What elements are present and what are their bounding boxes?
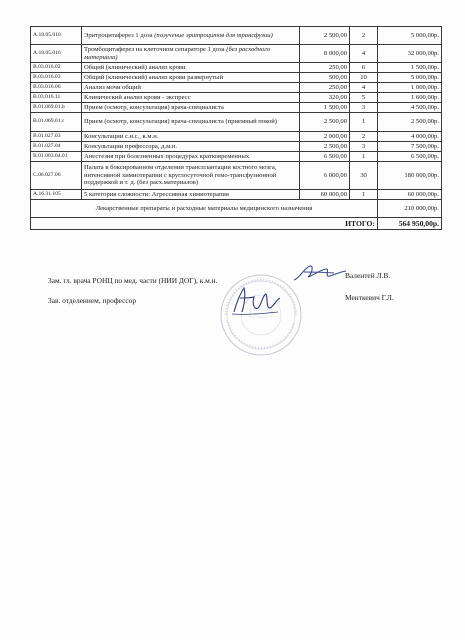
service-code: B.03.016.03 [31,73,82,83]
total-label: ИТОГО: [31,218,378,230]
service-sum: 60 000,00р. [378,190,442,200]
service-quantity: 10 [350,73,378,83]
service-code: B.03.016.11 [31,93,82,103]
service-quantity: 3 [350,103,378,113]
service-quantity: 6 [350,63,378,73]
service-quantity: 2 [350,27,378,45]
service-price: 320,00 [300,93,350,103]
service-name [82,93,300,103]
signature-2 [228,284,288,318]
service-name [82,83,300,93]
service-name-text: Общий (клинический) анализ крови [84,63,186,71]
services-table [30,26,442,230]
service-name [82,162,300,190]
deputy-title: Зам. гл. врача РОНЦ по мед. части (НИИ ДОГ), к.м.н. [48,276,218,285]
service-sum: 32 000,00р. [378,45,442,63]
materials-row [31,200,442,218]
table-row [31,63,442,73]
service-name-text: Консультации профессора, д.м.н. [84,142,178,150]
service-name [82,142,300,152]
table-row [31,83,442,93]
service-code: B.01.027.03 [31,132,82,142]
service-price: 2 500,00 [300,113,350,132]
materials-sum: 210 000,00р. [378,200,442,218]
service-name-text: Общий (клинический) анализ крови развернутый [84,73,224,81]
signature-1 [290,260,350,286]
service-code: A.16.31.105 [31,190,82,200]
service-name [82,113,300,132]
service-price: 2 500,00 [300,142,350,152]
service-name-text: Клинический анализ крови - экспресс [84,93,191,101]
service-code: B.01.003.04.01 [31,152,82,162]
service-name-text: Прием (осмотр, консультация) врача-специалиста [84,103,224,111]
service-quantity: 2 [350,132,378,142]
service-name [82,103,300,113]
service-quantity: 1 [350,152,378,162]
table-row [31,73,442,83]
services-table-body [31,27,442,200]
service-price: 1 500,00 [300,103,350,113]
service-code: A.18.05.010 [31,27,82,45]
table-row [31,152,442,162]
service-note: (без расходного материала) [84,46,271,61]
service-sum: 1 500,00р. [378,63,442,73]
service-sum: 4 500,00р. [378,103,442,113]
table-row [31,113,442,132]
service-code: B.01.069.01.b [31,103,82,113]
service-sum: 5 000,00р. [378,73,442,83]
service-code: B.01.027.04 [31,142,82,152]
service-name-text: 5 категория сложности: Агрессивная химиотерапия [84,190,229,198]
service-name-text: Прием (осмотр, консультация) врача-специалиста (приемный покой) [84,118,277,126]
service-price: 250,00 [300,63,350,73]
service-price: 500,00 [300,73,350,83]
service-name-text: Эритроцитаферез 1 доза [84,31,155,39]
service-price: 2 000,00 [300,132,350,142]
service-price: 8 000,00 [300,45,350,63]
service-name-text: Консультации с.н.с., к.м.н. [84,132,159,140]
service-name [82,63,300,73]
service-sum: 5 000,00р. [378,27,442,45]
head-name: Менткевич Г.Л. [345,293,394,302]
service-name-text: Анализ мочи общий [84,83,141,91]
service-sum: 180 000,00р. [378,162,442,190]
service-quantity: 3 [350,142,378,152]
table-row [31,190,442,200]
table-row [31,142,442,152]
service-name [82,132,300,142]
service-sum: 6 500,00р. [378,152,442,162]
deputy-name: Валентей Л.В. [345,271,391,280]
table-row [31,93,442,103]
total-sum: 564 950,00р. [378,218,442,230]
service-sum: 7 500,00р. [378,142,442,152]
service-sum: 4 000,00р. [378,132,442,142]
service-sum: 1 600,00р. [378,93,442,103]
service-code: B.03.016.06 [31,83,82,93]
service-sum: 2 500,00р. [378,113,442,132]
service-code: A.18.05.016 [31,45,82,63]
table-row [31,27,442,45]
service-name-text: Тромбоцитаферез на клеточном сепараторе 1 доза [84,46,227,54]
table-row [31,103,442,113]
table-row [31,45,442,63]
service-name [82,45,300,63]
services-table-footer [31,200,442,230]
service-name-text: Анестезия при болезненных процедурах кратковременных [84,152,250,160]
service-sum: 1 000,00р. [378,83,442,93]
service-price: 6 500,00 [300,152,350,162]
service-quantity: 4 [350,45,378,63]
service-price: 60 000,00 [300,190,350,200]
service-price: 6 000,00 [300,162,350,190]
service-price: 2 500,00 [300,27,350,45]
service-quantity: 1 [350,113,378,132]
service-name [82,190,300,200]
service-code: B.03.016.02 [31,63,82,73]
service-note: (получение эритроцитов для трансфузии) [154,31,273,39]
service-code: B.01.069.01.c [31,113,82,132]
service-quantity: 4 [350,83,378,93]
service-name-text: Палата в боксированном отделении трансплантации костного мозга, интенсивной химиотерапии с круглосуточной гемо-трансфузионной поддержкой и т. д. (без расх.материалов) [84,164,277,187]
table-row [31,162,442,190]
service-code: C.06.027.06 [31,162,82,190]
materials-label: Лекарственные препараты и расходные материалы медицинского назначения [31,200,378,218]
table-row [31,132,442,142]
service-quantity: 5 [350,93,378,103]
service-quantity: 1 [350,190,378,200]
service-quantity: 30 [350,162,378,190]
total-row [31,218,442,230]
service-price: 250,00 [300,83,350,93]
service-name [82,73,300,83]
service-name [82,27,300,45]
head-title: Зав. отделением, профессор [48,296,137,305]
service-name [82,152,300,162]
